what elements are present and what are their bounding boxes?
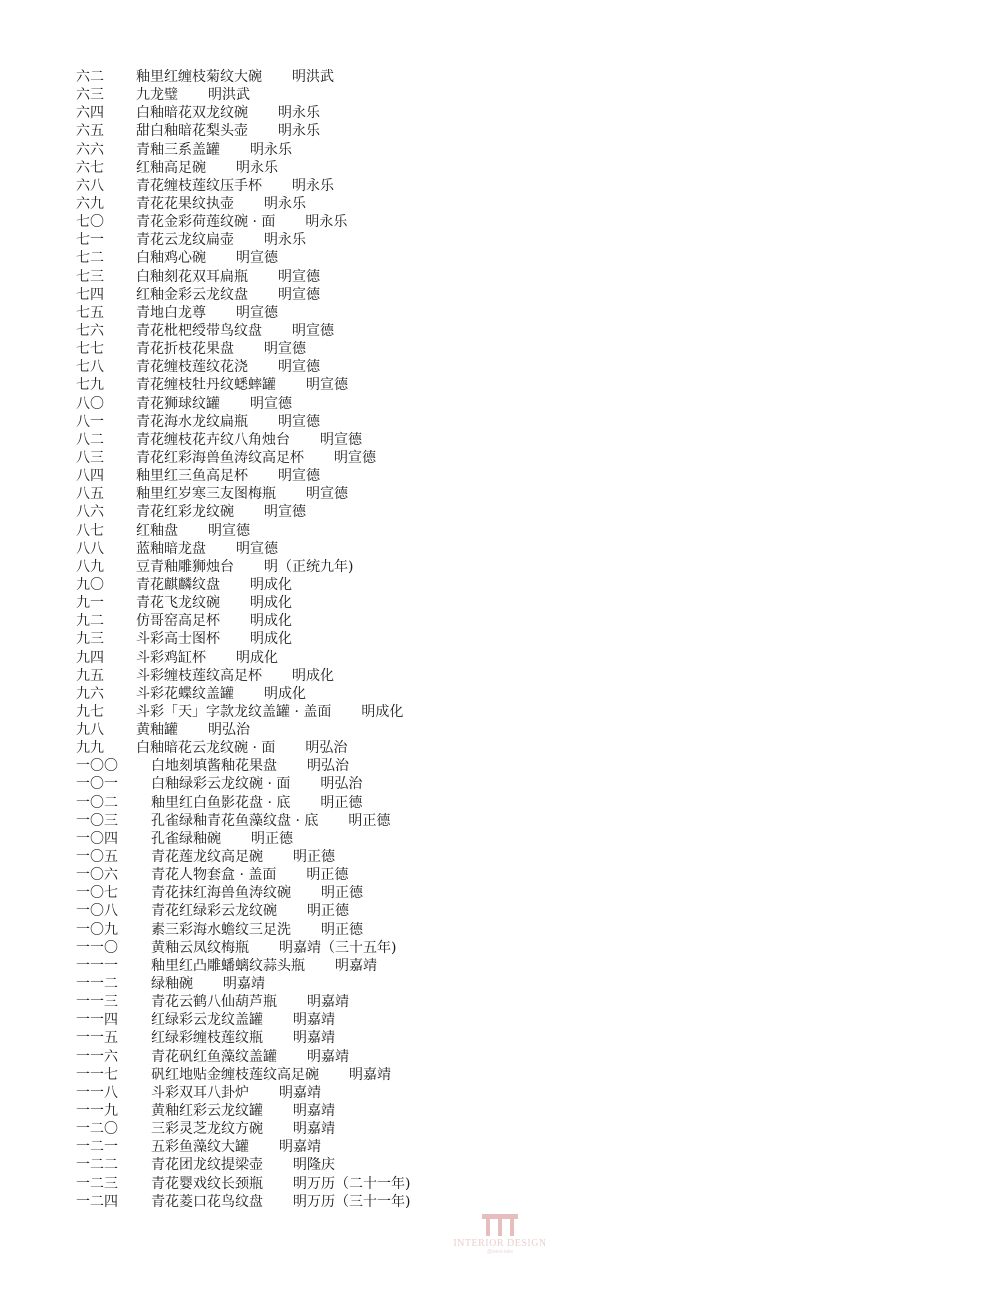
list-item <box>76 1084 410 1102</box>
plate-title: 五彩鱼藻纹大罐 <box>151 1139 249 1156</box>
list-item <box>76 939 410 957</box>
plate-title: 白釉暗花云龙纹碗 · 面 <box>136 740 276 757</box>
list-item <box>76 195 410 213</box>
plate-title: 红釉金彩云龙纹盘 <box>136 286 248 303</box>
list-item <box>76 1011 410 1029</box>
plate-number: 一〇二 <box>76 794 118 811</box>
plate-number: 七八 <box>76 359 104 376</box>
plate-number: 六三 <box>76 87 104 104</box>
plate-period: 明弘治 <box>320 776 363 793</box>
plate-title: 青花缠枝莲纹花浇 <box>136 359 248 376</box>
list-item <box>76 68 410 86</box>
plate-period: 明嘉靖 <box>307 994 349 1011</box>
list-item <box>76 1102 410 1120</box>
list-item <box>76 1066 410 1084</box>
plate-number: 七二 <box>76 250 104 267</box>
plate-period: 明宣德 <box>306 377 348 394</box>
plate-number: 一一二 <box>76 976 118 993</box>
list-item <box>76 812 410 830</box>
plate-number: 七五 <box>76 304 104 321</box>
plate-number: 八一 <box>76 413 104 430</box>
plate-number: 九二 <box>76 613 104 630</box>
plate-period: 明正德 <box>321 885 363 902</box>
list-item <box>76 1156 410 1174</box>
plate-title: 青花缠枝牡丹纹蟋蟀罐 <box>136 377 276 394</box>
plate-period: 明洪武 <box>292 69 334 85</box>
plate-period: 明宣德 <box>236 304 278 321</box>
plate-title: 甜白釉暗花梨头壶 <box>136 123 248 140</box>
list-item <box>76 830 410 848</box>
plate-title: 青花云鹤八仙葫芦瓶 <box>151 994 277 1011</box>
plate-period: 明嘉靖 <box>279 1084 321 1101</box>
plate-number: 一一三 <box>76 994 118 1011</box>
plate-number: 一二三 <box>76 1175 118 1192</box>
plate-title: 绿釉碗 <box>151 976 193 993</box>
plate-period: 明成化 <box>264 685 306 702</box>
plate-period: 明嘉靖 <box>223 976 265 993</box>
plate-number: 一二一 <box>76 1139 118 1156</box>
list-item <box>76 848 410 866</box>
list-item <box>76 503 410 521</box>
list-item <box>76 268 410 286</box>
list-item <box>76 558 410 576</box>
plate-number: 一〇六 <box>76 867 118 884</box>
plate-title: 青花狮球纹罐 <box>136 395 220 412</box>
list-item <box>76 721 410 739</box>
list-item <box>76 1029 410 1047</box>
plate-number: 八七 <box>76 522 104 539</box>
list-item <box>76 794 410 812</box>
list-item <box>76 213 410 231</box>
plate-period: 明正德 <box>293 849 335 866</box>
plate-title: 釉里红三鱼高足杯 <box>136 468 248 485</box>
plate-title: 豆青釉雕狮烛台 <box>136 558 234 575</box>
plate-period: 明弘治 <box>307 758 349 775</box>
list-item <box>76 884 410 902</box>
list-item <box>76 395 410 413</box>
plate-title: 青花海水龙纹扁瓶 <box>136 413 248 430</box>
plate-title: 青花麒麟纹盘 <box>136 576 220 593</box>
list-item <box>76 630 410 648</box>
list-item <box>76 775 410 793</box>
plate-title: 青花枇杷绶带鸟纹盘 <box>136 322 262 339</box>
plate-title: 斗彩鸡缸杯 <box>136 649 206 666</box>
plate-period: 明正德 <box>307 903 349 920</box>
plate-period: 明嘉靖 <box>293 1103 335 1120</box>
list-item <box>76 739 410 757</box>
list-item <box>76 467 410 485</box>
plate-title: 青花红彩龙纹碗 <box>136 504 234 521</box>
plate-title: 青花折枝花果盘 <box>136 341 234 358</box>
plate-period: 明嘉靖 <box>293 1012 335 1029</box>
plate-number: 一二二 <box>76 1157 118 1174</box>
list-item <box>76 1138 410 1156</box>
plate-period: 明正德 <box>348 812 391 829</box>
plate-title: 青花菱口花鸟纹盘 <box>151 1193 263 1210</box>
list-item <box>76 667 410 685</box>
plate-number: 一〇四 <box>76 830 118 847</box>
list-item <box>76 141 410 159</box>
plate-period: 明弘治 <box>208 722 250 739</box>
plate-period: 明正德 <box>251 830 293 847</box>
plate-number: 七〇 <box>76 214 104 231</box>
plate-title: 蓝釉暗龙盘 <box>136 540 206 557</box>
list-item <box>76 921 410 939</box>
plate-title: 釉里红岁寒三友图梅瓶 <box>136 486 276 503</box>
plate-period: 明永乐 <box>264 232 306 249</box>
list-item <box>76 340 410 358</box>
plate-number: 六二 <box>76 69 104 85</box>
list-item <box>76 122 410 140</box>
plate-period: 明正德 <box>321 921 363 938</box>
plate-period: 明嘉靖 <box>335 957 377 974</box>
plate-period: 明永乐 <box>278 105 320 122</box>
list-item <box>76 485 410 503</box>
plate-number: 六六 <box>76 141 104 158</box>
plate-period: 明宣德 <box>264 504 306 521</box>
plate-title: 青花缠枝花卉纹八角烛台 <box>136 431 290 448</box>
list-item <box>76 1193 410 1211</box>
plate-number: 九三 <box>76 631 104 648</box>
list-item <box>76 249 410 267</box>
plate-title: 红釉高足碗 <box>136 159 206 176</box>
list-item <box>76 431 410 449</box>
plate-number: 九〇 <box>76 576 104 593</box>
plate-number: 八五 <box>76 486 104 503</box>
plate-title: 红绿彩云龙纹盖罐 <box>151 1012 263 1029</box>
plate-number: 六七 <box>76 159 104 176</box>
plate-title: 青花矾红鱼藻纹盖罐 <box>151 1048 277 1065</box>
plate-period: 明永乐 <box>292 177 334 194</box>
plate-title: 白釉绿彩云龙纹碗 · 面 <box>151 776 291 793</box>
plate-number: 六九 <box>76 195 104 212</box>
plate-number: 一一五 <box>76 1030 118 1047</box>
list-item <box>76 975 410 993</box>
list-item <box>76 540 410 558</box>
plate-number: 一一四 <box>76 1012 118 1029</box>
plate-number: 一〇五 <box>76 849 118 866</box>
plate-title: 黄釉罐 <box>136 722 178 739</box>
plate-number: 一〇〇 <box>76 758 118 775</box>
list-item <box>76 957 410 975</box>
plate-title: 矾红地贴金缠枝莲纹高足碗 <box>151 1066 319 1083</box>
list-item <box>76 866 410 884</box>
plate-number: 六四 <box>76 105 104 122</box>
plate-title: 白釉鸡心碗 <box>136 250 206 267</box>
list-item <box>76 376 410 394</box>
plate-period: 明嘉靖 <box>349 1066 391 1083</box>
plate-period: 明弘治 <box>305 740 348 757</box>
list-item <box>76 612 410 630</box>
plate-title: 三彩灵芝龙纹方碗 <box>151 1121 263 1138</box>
plate-period: 明成化 <box>250 576 292 593</box>
plate-number: 九六 <box>76 685 104 702</box>
plate-period: 明洪武 <box>208 87 250 104</box>
plate-title: 青花云龙纹扁壶 <box>136 232 234 249</box>
plate-period: 明嘉靖 <box>279 1139 321 1156</box>
logo-mark-icon <box>480 1213 520 1237</box>
plate-period: 明嘉靖（三十五年) <box>279 939 397 956</box>
list-item <box>76 649 410 667</box>
plate-title: 青釉三系盖罐 <box>136 141 220 158</box>
plate-title: 青地白龙尊 <box>136 304 206 321</box>
plate-period: 明宣德 <box>278 468 320 485</box>
plate-number: 一〇九 <box>76 921 118 938</box>
plate-number: 七四 <box>76 286 104 303</box>
plate-number: 一一一 <box>76 957 118 974</box>
plate-title: 九龙璧 <box>136 87 178 104</box>
plate-period: 明嘉靖 <box>307 1048 349 1065</box>
plate-title: 釉里红白鱼影花盘 · 底 <box>151 794 291 811</box>
plate-period: 明成化 <box>292 667 334 684</box>
plate-number: 八九 <box>76 558 104 575</box>
list-item <box>76 177 410 195</box>
plate-number: 七三 <box>76 268 104 285</box>
plate-number: 九七 <box>76 703 104 720</box>
plate-number: 六八 <box>76 177 104 194</box>
plate-number: 一〇一 <box>76 776 118 793</box>
plate-period: 明正德 <box>320 794 363 811</box>
plate-number: 八八 <box>76 540 104 557</box>
plate-title: 斗彩缠枝莲纹高足杯 <box>136 667 262 684</box>
plate-title: 斗彩花蝶纹盖罐 <box>136 685 234 702</box>
plate-period: 明成化 <box>250 613 292 630</box>
plate-period: 明宣德 <box>278 268 320 285</box>
watermark-line1: INTERIOR DESIGN <box>453 1238 547 1249</box>
plate-title: 青花莲龙纹高足碗 <box>151 849 263 866</box>
plate-period: 明宣德 <box>236 250 278 267</box>
plate-title: 青花团龙纹提梁壶 <box>151 1157 263 1174</box>
plate-title: 斗彩双耳八卦炉 <box>151 1084 249 1101</box>
list-item <box>76 685 410 703</box>
plate-period: 明永乐 <box>264 195 306 212</box>
plate-number: 一〇三 <box>76 812 118 829</box>
plate-number: 九四 <box>76 649 104 666</box>
plate-number: 一一八 <box>76 1084 118 1101</box>
list-item <box>76 594 410 612</box>
list-item <box>76 413 410 431</box>
list-item <box>76 322 410 340</box>
plate-period: 明宣德 <box>250 395 292 412</box>
plate-period: 明正德 <box>306 867 349 884</box>
plate-number: 七六 <box>76 322 104 339</box>
plate-period: 明永乐 <box>278 123 320 140</box>
plate-period: 明嘉靖 <box>293 1030 335 1047</box>
plate-period: 明嘉靖 <box>293 1121 335 1138</box>
list-item <box>76 576 410 594</box>
plate-title: 青花红彩海兽鱼涛纹高足杯 <box>136 449 304 466</box>
list-item <box>76 231 410 249</box>
list-item <box>76 358 410 376</box>
plate-number: 一一六 <box>76 1048 118 1065</box>
plate-number: 八〇 <box>76 395 104 412</box>
plate-title: 白地刻填酱釉花果盘 <box>151 758 277 775</box>
plate-title: 青花花果纹执壶 <box>136 195 234 212</box>
list-item <box>76 703 410 721</box>
watermark-line2: @west-lake <box>486 1249 514 1255</box>
list-item <box>76 86 410 104</box>
plate-period: 明成化 <box>250 631 292 648</box>
plate-period: 明宣德 <box>208 522 250 539</box>
plate-number: 一二四 <box>76 1193 118 1210</box>
list-item <box>76 1175 410 1193</box>
plate-title: 青花金彩荷莲纹碗 · 面 <box>136 214 276 231</box>
list-item <box>76 522 410 540</box>
plate-period: 明（正统九年) <box>264 558 354 575</box>
list-item <box>76 286 410 304</box>
plate-number: 九九 <box>76 740 104 757</box>
plate-title: 孔雀绿釉碗 <box>151 830 221 847</box>
plate-number: 九五 <box>76 667 104 684</box>
watermark-logo <box>440 1213 560 1259</box>
plate-period: 明宣德 <box>278 286 320 303</box>
plate-period: 明宣德 <box>334 449 376 466</box>
plate-title: 白釉刻花双耳扁瓶 <box>136 268 248 285</box>
plate-title: 青花人物套盒 · 盖面 <box>151 867 277 884</box>
plate-title: 青花婴戏纹长颈瓶 <box>151 1175 263 1192</box>
plate-period: 明永乐 <box>250 141 292 158</box>
list-item <box>76 993 410 1011</box>
plate-title: 斗彩高士图杯 <box>136 631 220 648</box>
plate-period: 明宣德 <box>278 359 320 376</box>
plate-title: 红釉盘 <box>136 522 178 539</box>
plate-period: 明成化 <box>250 595 292 612</box>
plate-number: 六五 <box>76 123 104 140</box>
plate-number: 八六 <box>76 504 104 521</box>
plate-number: 八三 <box>76 449 104 466</box>
list-item <box>76 159 410 177</box>
plate-number: 八二 <box>76 431 104 448</box>
plate-period: 明宣德 <box>264 341 306 358</box>
list-item <box>76 104 410 122</box>
plate-period: 明隆庆 <box>293 1157 335 1174</box>
plate-title: 青花红绿彩云龙纹碗 <box>151 903 277 920</box>
plate-period: 明万历（二十一年) <box>293 1175 411 1192</box>
list-item <box>76 1120 410 1138</box>
plate-period: 明宣德 <box>306 486 348 503</box>
plate-list <box>76 68 410 1211</box>
plate-number: 七七 <box>76 341 104 358</box>
plate-period: 明成化 <box>361 703 404 720</box>
plate-period: 明永乐 <box>305 214 348 231</box>
plate-period: 明成化 <box>236 649 278 666</box>
list-item <box>76 1048 410 1066</box>
list-item <box>76 304 410 322</box>
plate-title: 黄釉云凤纹梅瓶 <box>151 939 249 956</box>
plate-title: 斗彩「天」字款龙纹盖罐 · 盖面 <box>136 703 332 720</box>
plate-title: 青花飞龙纹碗 <box>136 595 220 612</box>
plate-title: 黄釉红彩云龙纹罐 <box>151 1103 263 1120</box>
list-item <box>76 902 410 920</box>
plate-title: 白釉暗花双龙纹碗 <box>136 105 248 122</box>
plate-title: 釉里红凸雕蟠螭纹蒜头瓶 <box>151 957 305 974</box>
plate-period: 明永乐 <box>236 159 278 176</box>
plate-number: 一〇八 <box>76 903 118 920</box>
plate-number: 七九 <box>76 377 104 394</box>
list-item <box>76 449 410 467</box>
plate-period: 明宣德 <box>236 540 278 557</box>
plate-period: 明万历（三十一年) <box>293 1193 411 1210</box>
plate-number: 一一七 <box>76 1066 118 1083</box>
plate-title: 釉里红缠枝菊纹大碗 <box>136 69 262 85</box>
plate-title: 孔雀绿釉青花鱼藻纹盘 · 底 <box>151 812 319 829</box>
plate-number: 一一〇 <box>76 939 118 956</box>
plate-number: 八四 <box>76 468 104 485</box>
plate-title: 青花缠枝莲纹压手杯 <box>136 177 262 194</box>
plate-title: 青花抹红海兽鱼涛纹碗 <box>151 885 291 902</box>
plate-number: 九一 <box>76 595 104 612</box>
plate-number: 七一 <box>76 232 104 249</box>
plate-number: 九八 <box>76 722 104 739</box>
plate-title: 素三彩海水蟾纹三足洗 <box>151 921 291 938</box>
plate-period: 明宣德 <box>292 322 334 339</box>
plate-number: 一二〇 <box>76 1121 118 1138</box>
plate-period: 明宣德 <box>278 413 320 430</box>
plate-title: 红绿彩缠枝莲纹瓶 <box>151 1030 263 1047</box>
plate-period: 明宣德 <box>320 431 362 448</box>
list-item <box>76 757 410 775</box>
plate-title: 仿哥窑高足杯 <box>136 613 220 630</box>
plate-number: 一〇七 <box>76 885 118 902</box>
plate-number: 一一九 <box>76 1103 118 1120</box>
